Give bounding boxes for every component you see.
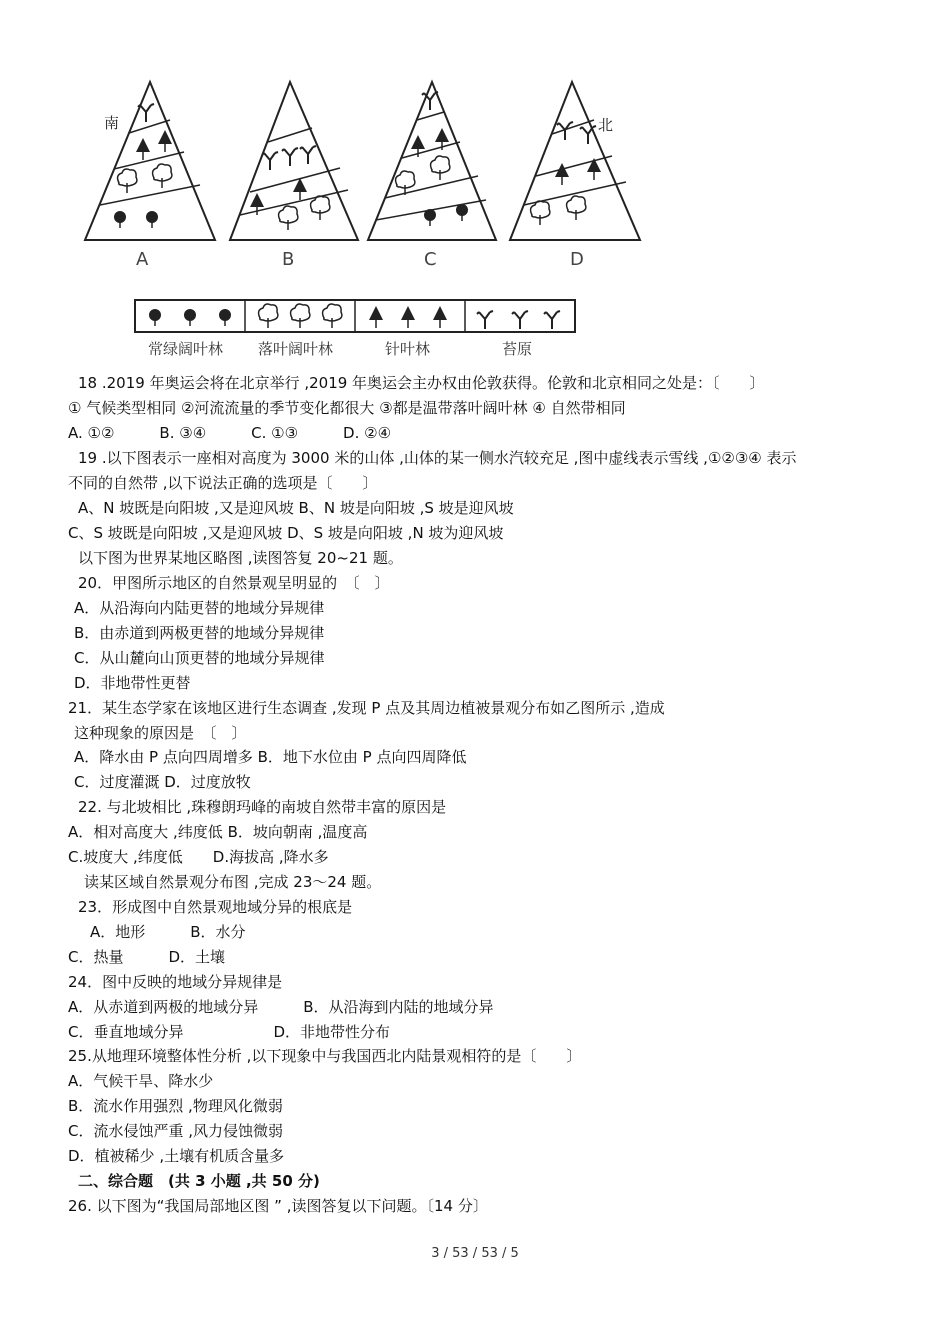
q25-option-d: D．植被稀少 ,土壤有机质含量多 <box>68 1147 285 1165</box>
legend-deciduous-broadleaf: 落叶阔叶林 <box>258 340 334 358</box>
q20-option-b: B．由赤道到两极更替的地域分异规律 <box>74 624 325 642</box>
q19-stem-cont: 不同的自然带 ,以下说法正确的选项是〔 〕 <box>68 474 378 492</box>
vegetation-zone-figure <box>80 70 660 370</box>
triangle-c <box>368 82 496 270</box>
direction-south: 南 <box>104 114 120 132</box>
q22-stem: 22. 与北坡相比 ,珠穆朗玛峰的南坡自然带丰富的原因是 <box>78 798 447 816</box>
q25-stem: 25.从地理环境整体性分析 ,以下现象中与我国西北内陆景观相符的是〔 〕 <box>68 1047 582 1065</box>
q23-option-ab: A．地形 B．水分 <box>90 923 246 941</box>
legend-coniferous: 针叶林 <box>385 340 431 358</box>
q20-option-a: A．从沿海向内陆更替的地域分异规律 <box>74 599 325 617</box>
q25-option-c: C．流水侵蚀严重 ,风力侵蚀微弱 <box>68 1122 284 1140</box>
q26-stem: 26. 以下图为“我国局部地区图 ” ,读图答复以下问题。〔14 分〕 <box>68 1197 488 1215</box>
triangle-d <box>510 82 640 270</box>
q24-option-cd: C．垂直地域分异 D．非地带性分布 <box>68 1023 391 1041</box>
q22-option-cd: C.坡度大 ,纬度低 D.海拔高 ,降水多 <box>68 848 329 866</box>
triangle-label-a: A <box>136 249 149 270</box>
q22-option-ab: A．相对高度大 ,纬度低 B．坡向朝南 ,温度高 <box>68 823 368 841</box>
q20-21-intro: 以下图为世界某地区略图 ,读图答复 20~21 题。 <box>78 549 403 567</box>
q21-stem-cont: 这种现象的原因是 〔 〕 <box>74 724 247 742</box>
triangle-label-c: C <box>424 249 437 270</box>
q24-option-ab: A．从赤道到两极的地域分异 B．从沿海到内陆的地域分异 <box>68 998 494 1016</box>
triangle-label-b: B <box>282 249 295 270</box>
q18-stem: 18 .2019 年奥运会将在北京举行 ,2019 年奥运会主办权由伦敦获得。伦敦和北京相同之处是：〔 〕 <box>78 374 765 392</box>
direction-north: 北 <box>598 116 614 134</box>
q24-stem: 24．图中反映的地域分异规律是 <box>68 973 283 991</box>
q20-option-d: D．非地带性更替 <box>74 674 191 692</box>
q18-options: A. ①② B. ③④ C. ①③ D. ②④ <box>68 424 392 442</box>
q21-option-ab: A．降水由 P 点向四周增多 B．地下水位由 P 点向四周降低 <box>74 748 467 766</box>
triangle-a <box>85 82 215 270</box>
q23-option-cd: C．热量 D．土壤 <box>68 948 226 966</box>
q25-option-a: A．气候干旱、降水少 <box>68 1072 214 1090</box>
triangle-b <box>230 82 358 270</box>
legend <box>135 300 575 358</box>
q20-option-c: C．从山麓向山顶更替的地域分异规律 <box>74 649 325 667</box>
triangle-label-d: D <box>570 249 584 270</box>
q19-option-cd: C、S 坡既是向阳坡 ,又是迎风坡 D、S 坡是向阳坡 ,N 坡为迎风坡 <box>68 524 504 542</box>
q19-option-ab: A、N 坡既是向阳坡 ,又是迎风坡 B、N 坡是向阳坡 ,S 坡是迎风坡 <box>78 499 514 517</box>
q18-statements: ① 气候类型相同 ②河流流量的季节变化都很大 ③都是温带落叶阔叶林 ④ 自然带相同 <box>68 399 626 417</box>
q23-stem: 23．形成图中自然景观地域分异的根底是 <box>78 898 353 916</box>
legend-tundra: 苔原 <box>502 340 533 358</box>
page-number: 3 / 53 / 53 / 5 <box>431 1246 519 1261</box>
q21-stem: 21．某生态学家在该地区进行生态调查 ,发现 P 点及其周边植被景观分布如乙图所示 ,造成 <box>68 699 665 717</box>
legend-evergreen-broadleaf: 常绿阔叶林 <box>148 340 224 358</box>
q21-option-cd: C．过度灌溉 D．过度放牧 <box>74 773 251 791</box>
q20-stem: 20．甲图所示地区的自然景观呈明显的 〔 〕 <box>78 574 390 592</box>
q25-option-b: B．流水作用强烈 ,物理风化微弱 <box>68 1097 283 1115</box>
q19-stem: 19 .以下图表示一座相对高度为 3000 米的山体 ,山体的某一侧水汽较充足 ,图中虚线表示雪线 ,①②③④ 表示 <box>78 449 797 467</box>
q23-24-intro: 读某区域自然景观分布图 ,完成 23～24 题。 <box>84 873 382 891</box>
section-heading: 二、综合题 (共 3 小题 ,共 50 分) <box>78 1172 320 1190</box>
